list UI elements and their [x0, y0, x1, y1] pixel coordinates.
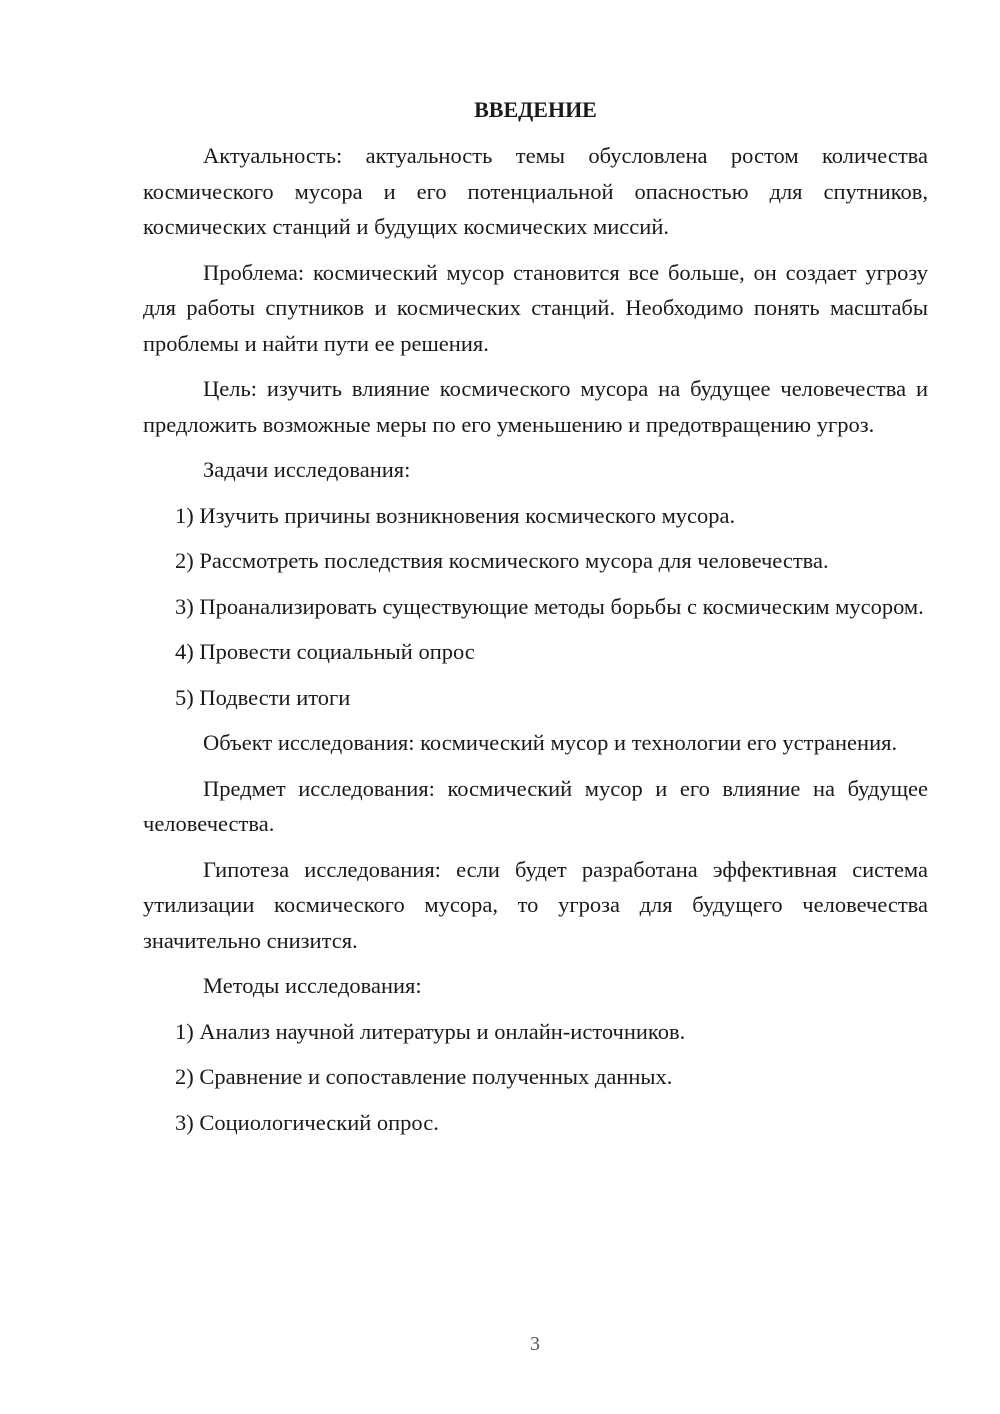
task-item-2: 2) Рассмотреть последствия космического мусора для человечества.: [175, 548, 829, 573]
methods-title: Методы исследования:: [203, 973, 422, 998]
task-item-3: 3) Проанализировать существующие методы борьбы с космическим мусором.: [175, 593, 924, 619]
relevance-paragraph: Актуальность: актуальность темы обусловлена ростом количества космического мусора и его потенциальной опасностью для спутников, космических станций и будущих космических миссий.: [143, 143, 928, 239]
page-number: 3: [530, 1333, 540, 1355]
method-item-2: 2) Сравнение и сопоставление полученных данных.: [175, 1064, 673, 1089]
page-content: [143, 92, 928, 1150]
task-item-1: 1) Изучить причины возникновения космического мусора.: [175, 502, 736, 528]
hypothesis-paragraph: Гипотеза исследования: если будет разработана эффективная система утилизации космического мусора, то угроза для будущего человечества значительно снизится.: [143, 856, 928, 953]
problem-paragraph: Проблема: космический мусор становится все больше, он создает угрозу для работы спутников и космических станций. Необходимо понять масштабы проблемы и найти пути ее решения.: [143, 259, 928, 356]
subject-paragraph: Предмет исследования: космический мусор и его влияние на будущее человечества.: [143, 775, 928, 836]
object-paragraph: Объект исследования: космический мусор и технологии его устранения.: [203, 730, 898, 755]
section-heading: ВВЕДЕНИЕ: [474, 97, 597, 122]
method-item-1: 1) Анализ научной литературы и онлайн-источников.: [175, 1018, 686, 1044]
task-item-5: 5) Подвести итоги: [175, 684, 351, 710]
tasks-title: Задачи исследования:: [203, 457, 411, 482]
goal-paragraph: Цель: изучить влияние космического мусора на будущее человечества и предложить возможные меры по его уменьшению и предотвращению угроз.: [143, 376, 928, 437]
task-item-4: 4) Провести социальный опрос: [175, 639, 475, 664]
method-item-3: 3) Социологический опрос.: [175, 1109, 439, 1135]
